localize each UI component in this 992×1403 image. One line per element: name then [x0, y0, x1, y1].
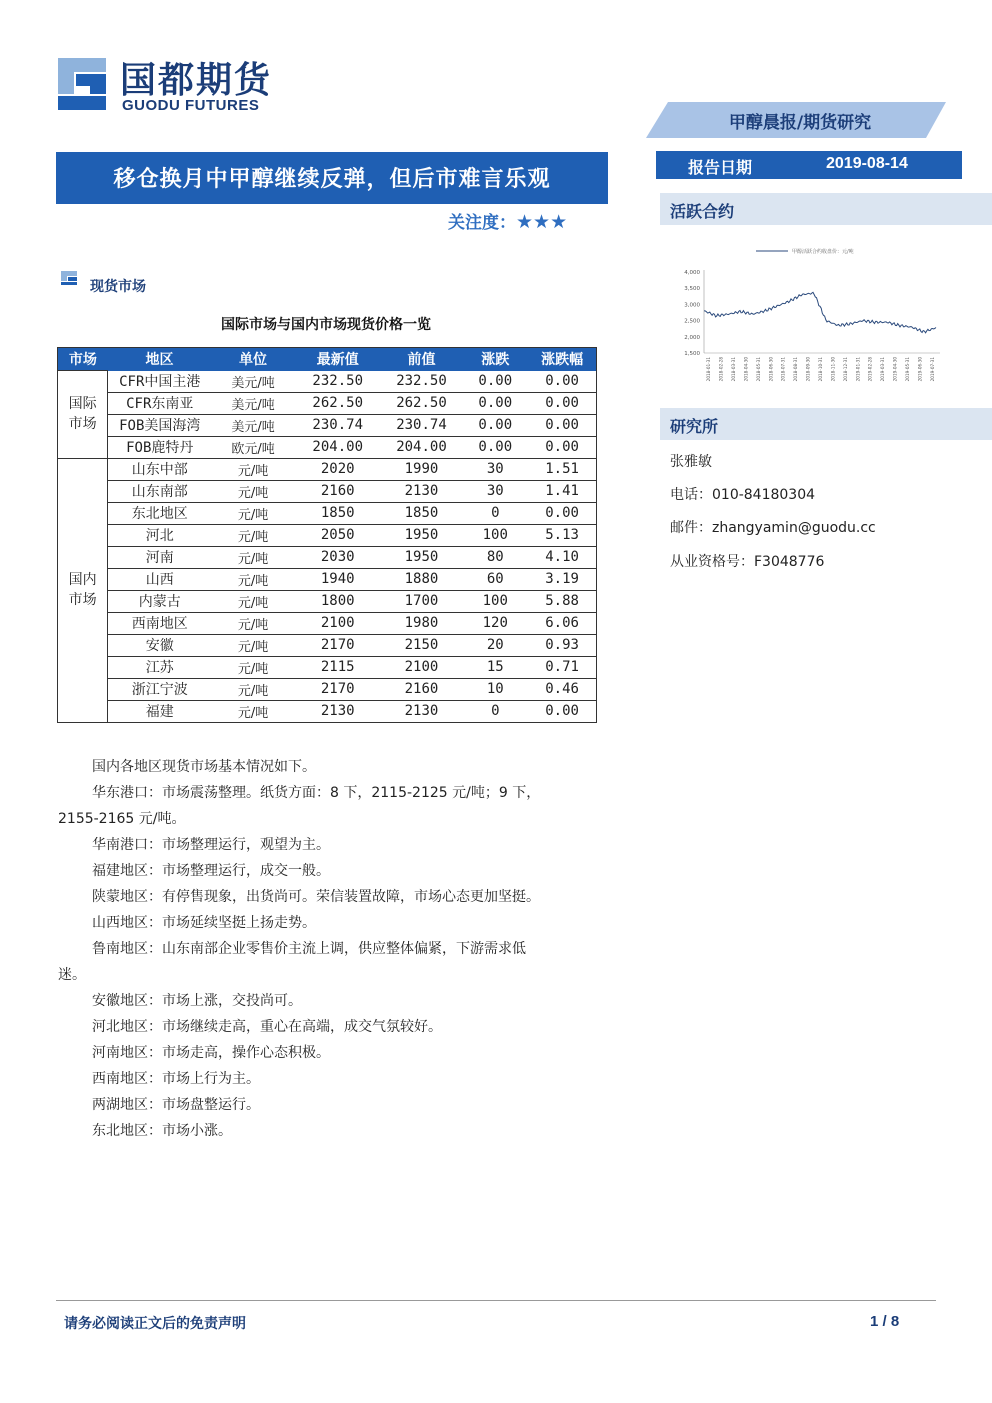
change-cell: 20	[462, 634, 528, 656]
change-pct-cell: 5.13	[528, 524, 596, 546]
x-tick-label: 2018-09-30	[805, 357, 811, 382]
region-cell: 西南地区	[108, 612, 212, 634]
x-tick-label: 2018-12-31	[842, 357, 848, 382]
change-pct-cell: 1.41	[528, 480, 596, 502]
unit-cell: 元/吨	[211, 590, 295, 612]
latest-cell: 1940	[295, 568, 381, 590]
latest-cell: 2100	[295, 612, 381, 634]
change-cell: 100	[462, 590, 528, 612]
previous-cell: 2150	[381, 634, 463, 656]
x-tick-label: 2018-07-31	[780, 357, 786, 382]
spot-section-title: 现货市场	[90, 279, 146, 295]
unit-cell: 元/吨	[211, 700, 295, 722]
region-cell: 内蒙古	[108, 590, 212, 612]
change-cell: 0.00	[462, 436, 528, 458]
table-row	[58, 436, 597, 458]
market-cell: 国际 市场	[58, 371, 108, 459]
unit-cell: 元/吨	[211, 678, 295, 700]
paragraph: 华南港口：市场整理运行，观望为主。	[92, 837, 330, 853]
report-title: 移仓换月中甲醇继续反弹，但后市难言乐观	[113, 167, 551, 192]
section-bullet-icon	[60, 270, 78, 286]
previous-cell: 1880	[381, 568, 463, 590]
region-cell: 河南	[108, 546, 212, 568]
latest-cell: 1800	[295, 590, 381, 612]
col-header-change: 涨跌	[462, 348, 528, 371]
col-header-latest: 最新值	[295, 348, 381, 371]
x-tick-label: 2019-02-28	[867, 357, 873, 382]
previous-cell: 262.50	[381, 392, 463, 414]
region-cell: 东北地区	[108, 502, 212, 524]
x-tick-label: 2018-10-31	[818, 357, 823, 382]
active-contract-chart	[660, 240, 960, 385]
col-header-previous: 前值	[381, 348, 463, 371]
table-row	[58, 524, 597, 546]
region-cell: 山西	[108, 568, 212, 590]
latest-cell: 2170	[295, 678, 381, 700]
change-cell: 0	[462, 700, 528, 722]
change-cell: 0.00	[462, 392, 528, 414]
change-pct-cell: 0.46	[528, 678, 596, 700]
latest-cell: 1850	[295, 502, 381, 524]
region-cell: CFR中国主港	[108, 371, 212, 393]
region-cell: 福建	[108, 700, 212, 722]
change-pct-cell: 0.71	[528, 656, 596, 678]
paragraph: 陕蒙地区：有停售现象，出货尚可。荣信装置故障，市场心态更加坚挺。	[92, 889, 540, 905]
star-rating-icon: ★★★	[516, 211, 568, 233]
change-cell: 30	[462, 480, 528, 502]
col-header-unit: 单位	[211, 348, 295, 371]
table-row	[58, 392, 597, 414]
focus-label: 关注度：	[448, 213, 516, 233]
table-row	[58, 568, 597, 590]
x-tick-label: 2018-02-28	[718, 357, 724, 382]
table-row	[58, 700, 597, 722]
change-pct-cell: 1.51	[528, 458, 596, 480]
change-pct-cell: 0.00	[528, 414, 596, 436]
x-tick-label: 2018-05-31	[755, 357, 761, 382]
guodu-logo-icon	[52, 52, 112, 114]
previous-cell: 2160	[381, 678, 463, 700]
change-cell: 100	[462, 524, 528, 546]
paragraph: 国内各地区现货市场基本情况如下。	[92, 759, 316, 775]
region-cell: 山东南部	[108, 480, 212, 502]
paragraph: 安徽地区：市场上涨，交投尚可。	[92, 993, 302, 1009]
previous-cell: 204.00	[381, 436, 463, 458]
unit-cell: 元/吨	[211, 612, 295, 634]
table-row	[58, 656, 597, 678]
y-tick-label: 2,500	[684, 318, 700, 325]
x-tick-label: 2018-01-31	[706, 357, 712, 382]
spot-price-table	[57, 347, 597, 723]
change-cell: 80	[462, 546, 528, 568]
col-header-region: 地区	[108, 348, 212, 371]
latest-cell: 232.50	[295, 371, 381, 393]
y-tick-label: 1,500	[684, 351, 700, 357]
table-row	[58, 371, 597, 393]
unit-cell: 元/吨	[211, 634, 295, 656]
latest-cell: 2030	[295, 546, 381, 568]
table-row	[58, 678, 597, 700]
page-number: 1 / 8	[870, 1313, 900, 1330]
x-tick-label: 2018-04-30	[743, 357, 749, 382]
table-row	[58, 480, 597, 502]
table-row	[58, 502, 597, 524]
region-cell: 山东中部	[108, 458, 212, 480]
legend-label: 甲醇活跃合约收盘价：元/吨	[792, 249, 854, 255]
change-pct-cell: 3.19	[528, 568, 596, 590]
change-pct-cell: 0.00	[528, 700, 596, 722]
paragraph: 两湖地区：市场盘整运行。	[92, 1097, 260, 1113]
table-row	[58, 612, 597, 634]
latest-cell: 230.74	[295, 414, 381, 436]
research-title: 研究所	[670, 417, 719, 436]
x-tick-label: 2019-01-31	[855, 357, 861, 382]
previous-cell: 1950	[381, 524, 463, 546]
change-pct-cell: 0.00	[528, 436, 596, 458]
change-cell: 15	[462, 656, 528, 678]
latest-cell: 2170	[295, 634, 381, 656]
y-tick-label: 2,000	[684, 334, 700, 341]
latest-cell: 2050	[295, 524, 381, 546]
latest-cell: 262.50	[295, 392, 381, 414]
previous-cell: 1700	[381, 590, 463, 612]
focus-rating	[448, 208, 567, 233]
unit-cell: 元/吨	[211, 656, 295, 678]
region-cell: FOB美国海湾	[108, 414, 212, 436]
x-tick-label: 2018-06-30	[768, 357, 774, 382]
region-cell: FOB鹿特丹	[108, 436, 212, 458]
latest-cell: 2160	[295, 480, 381, 502]
x-tick-label: 2019-06-30	[917, 357, 923, 382]
unit-cell: 元/吨	[211, 458, 295, 480]
report-date-label: 报告日期	[688, 158, 753, 177]
unit-cell: 元/吨	[211, 480, 295, 502]
change-pct-cell: 0.00	[528, 371, 596, 393]
paragraph: 河北地区：市场继续走高，重心在高端，成交气氛较好。	[92, 1019, 442, 1035]
x-tick-label: 2019-04-30	[892, 357, 898, 382]
paragraph: 山西地区：市场延续坚挺上扬走势。	[92, 915, 316, 931]
unit-cell: 元/吨	[211, 546, 295, 568]
unit-cell: 欧元/吨	[211, 436, 295, 458]
paragraph: 鲁南地区：山东南部企业零售价主流上调，供应整体偏紧，下游需求低	[92, 941, 526, 957]
change-pct-cell: 0.00	[528, 502, 596, 524]
analyst-license: 从业资格号：F3048776	[670, 554, 825, 570]
table-header-row	[58, 348, 597, 371]
change-cell: 0	[462, 502, 528, 524]
table-row	[58, 546, 597, 568]
previous-cell: 1980	[381, 612, 463, 634]
market-cell: 国内 市场	[58, 458, 108, 722]
paragraph: 华东港口：市场震荡整理。纸货方面：8 下，2115-2125 元/吨；9 下，	[92, 785, 541, 801]
region-cell: 安徽	[108, 634, 212, 656]
footer-divider	[56, 1300, 936, 1301]
paragraph: 东北地区：市场小涨。	[92, 1123, 232, 1139]
paragraph: 河南地区：市场走高，操作心态积极。	[92, 1045, 330, 1061]
previous-cell: 1950	[381, 546, 463, 568]
logo-name-en: GUODU FUTURES	[122, 97, 260, 114]
change-cell: 0.00	[462, 371, 528, 393]
previous-cell: 2100	[381, 656, 463, 678]
change-cell: 60	[462, 568, 528, 590]
paragraph: 西南地区：市场上行为主。	[92, 1071, 260, 1087]
latest-cell: 2020	[295, 458, 381, 480]
latest-cell: 204.00	[295, 436, 381, 458]
analyst-name: 张雅敏	[670, 454, 712, 470]
series-line	[704, 292, 936, 333]
change-pct-cell: 0.00	[528, 392, 596, 414]
header-tag: 甲醇晨报/期货研究	[728, 113, 872, 133]
analyst-email[interactable]: 邮件：zhangyamin@guodu.cc	[670, 520, 876, 536]
col-header-change-pct: 涨跌幅	[528, 348, 596, 371]
table-row	[58, 414, 597, 436]
previous-cell: 2130	[381, 480, 463, 502]
x-tick-label: 2019-07-31	[929, 357, 935, 382]
change-pct-cell: 6.06	[528, 612, 596, 634]
change-cell: 30	[462, 458, 528, 480]
x-tick-label: 2018-11-30	[830, 357, 836, 382]
x-tick-label: 2018-08-31	[793, 357, 799, 382]
region-cell: 浙江宁波	[108, 678, 212, 700]
table-caption: 国际市场与国内市场现货价格一览	[221, 317, 431, 333]
change-pct-cell: 5.88	[528, 590, 596, 612]
y-tick-label: 3,000	[684, 302, 700, 309]
logo-name-cn: 国都期货	[120, 60, 273, 101]
region-cell: 河北	[108, 524, 212, 546]
previous-cell: 1990	[381, 458, 463, 480]
unit-cell: 美元/吨	[211, 414, 295, 436]
previous-cell: 230.74	[381, 414, 463, 436]
y-tick-label: 4,000	[684, 270, 700, 276]
x-tick-label: 2019-03-31	[880, 357, 886, 382]
footer-disclaimer[interactable]: 请务必阅读正文后的免责声明	[64, 1316, 246, 1332]
change-pct-cell: 0.93	[528, 634, 596, 656]
table-row	[58, 458, 597, 480]
x-tick-label: 2018-03-31	[731, 357, 737, 382]
col-header-market: 市场	[58, 348, 108, 371]
unit-cell: 元/吨	[211, 568, 295, 590]
x-tick-label: 2019-05-31	[904, 357, 910, 382]
paragraph: 2155-2165 元/吨。	[58, 811, 186, 827]
change-cell: 120	[462, 612, 528, 634]
y-tick-label: 3,500	[684, 286, 700, 293]
region-cell: CFR东南亚	[108, 392, 212, 414]
paragraph: 迷。	[58, 967, 86, 983]
table-row	[58, 590, 597, 612]
analyst-phone: 电话：010-84180304	[670, 487, 816, 503]
region-cell: 江苏	[108, 656, 212, 678]
unit-cell: 美元/吨	[211, 392, 295, 414]
change-cell: 10	[462, 678, 528, 700]
unit-cell: 元/吨	[211, 524, 295, 546]
change-cell: 0.00	[462, 414, 528, 436]
previous-cell: 232.50	[381, 371, 463, 393]
unit-cell: 元/吨	[211, 502, 295, 524]
table-row	[58, 634, 597, 656]
paragraph: 福建地区：市场整理运行，成交一般。	[92, 863, 330, 879]
previous-cell: 1850	[381, 502, 463, 524]
latest-cell: 2115	[295, 656, 381, 678]
change-pct-cell: 4.10	[528, 546, 596, 568]
previous-cell: 2130	[381, 700, 463, 722]
active-contract-title: 活跃合约	[670, 202, 735, 221]
unit-cell: 美元/吨	[211, 371, 295, 393]
latest-cell: 2130	[295, 700, 381, 722]
report-date-value: 2019-08-14	[826, 155, 908, 172]
